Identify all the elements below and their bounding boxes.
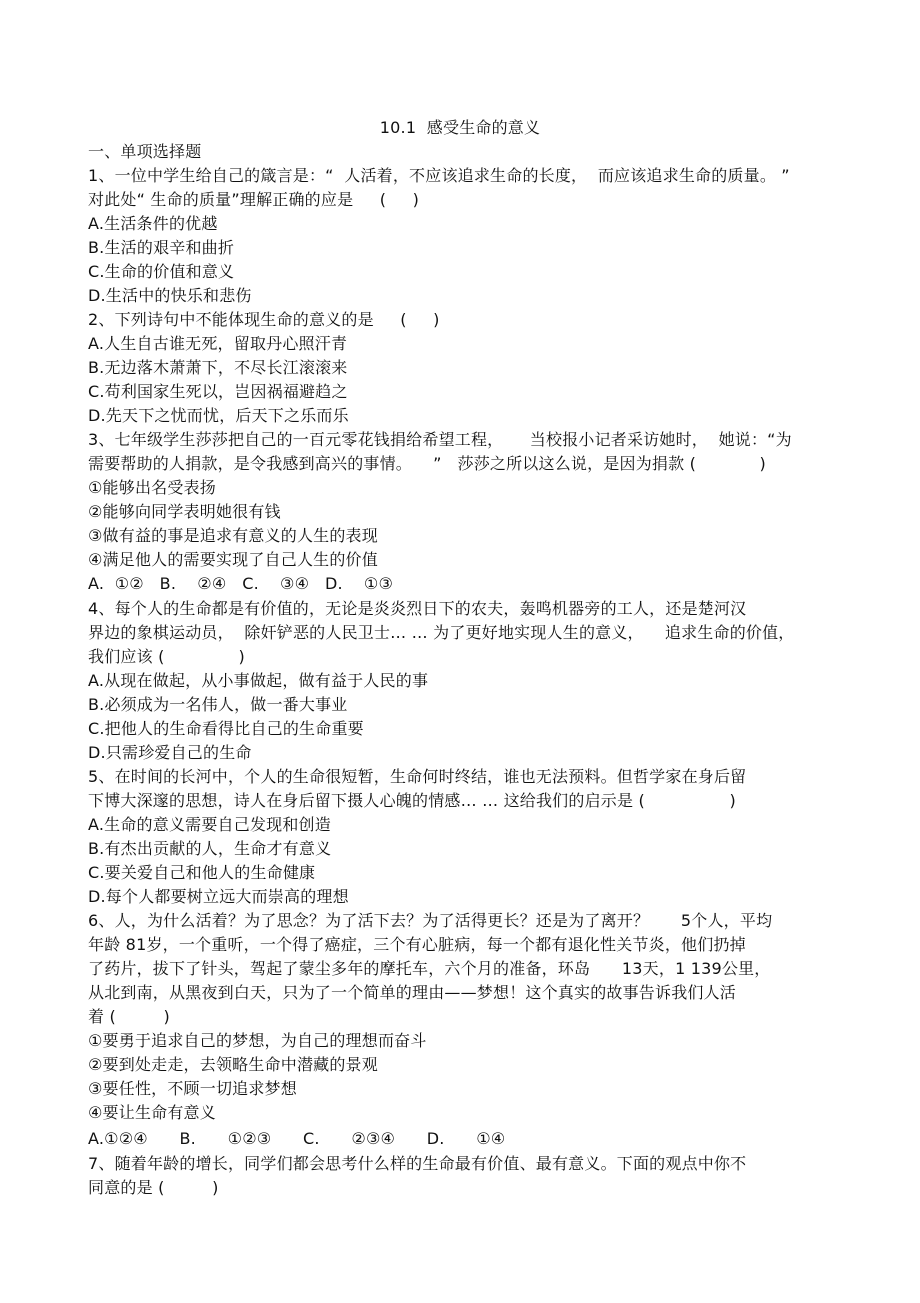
text-line: D.每个人都要树立远大而崇高的理想: [88, 887, 349, 906]
text-line: ①能够出名受表扬: [88, 478, 216, 497]
text-line: D.只需珍爱自己的生命: [88, 743, 252, 762]
text-line: ④满足他人的需要实现了自己人生的价值: [88, 550, 378, 569]
document-title: 10.1 感受生命的意义: [379, 118, 541, 137]
text-line: C.生命的价值和意义: [88, 262, 235, 281]
text-line: ①要勇于追求自己的梦想，为自己的理想而奋斗: [88, 1031, 427, 1050]
text-line: 1、一位中学生给自己的箴言是：“ 人活着，不应该追求生命的长度， 而应该追求生命的质量。 ”: [88, 166, 790, 185]
text-line: C.苟利国家生死以，岂因祸福避趋之: [88, 382, 348, 401]
text-line: A.生命的意义需要自己发现和创造: [88, 815, 331, 834]
text-line: B.无边落木萧萧下，不尽长江滚滚来: [88, 358, 348, 377]
text-line: D.生活中的快乐和悲伤: [88, 286, 252, 305]
text-line: ②要到处走走，去领略生命中潜藏的景观: [88, 1055, 378, 1074]
text-line: 4、每个人的生命都是有价值的，无论是炎炎烈日下的农夫，轰鸣机器旁的工人，还是楚河汉: [88, 599, 747, 618]
text-line: B.有杰出贡献的人，生命才有意义: [88, 839, 332, 858]
text-line: 需要帮助的人捐款，是令我感到高兴的事情。 ” 莎莎之所以这么说，是因为捐款 ( ): [88, 454, 766, 473]
text-line: 了药片，拔下了针头，驾起了蒙尘多年的摩托车，六个月的准备，环岛 13天，1 139公里，: [88, 959, 771, 978]
text-line: 2、下列诗句中不能体现生命的意义的是 ( ): [88, 310, 440, 329]
text-line: C.把他人的生命看得比自己的生命重要: [88, 719, 364, 738]
text-line: 6、人，为什么活着？为了思念？为了活下去？为了活得更长？还是为了离开？ 5个人，平均: [88, 911, 773, 930]
text-line: 3、七年级学生莎莎把自己的一百元零花钱捐给希望工程， 当校报小记者采访她时， 她说：“为: [88, 430, 792, 449]
text-line: 年龄 81岁，一个重听，一个得了癌症，三个有心脏病，每一个都有退化性关节炎，他们扔掉: [88, 935, 746, 954]
text-line: B.生活的艰辛和曲折: [88, 238, 235, 257]
text-line: ④要让生命有意义: [88, 1103, 216, 1122]
text-line: B.必须成为一名伟人，做一番大事业: [88, 695, 348, 714]
text-line: 对此处“ 生命的质量”理解正确的应是 ( ): [88, 190, 420, 209]
text-line: 7、随着年龄的增长，同学们都会思考什么样的生命最有价值、最有意义。下面的观点中你不: [88, 1154, 747, 1173]
text-line: ③要任性，不顾一切追求梦想: [88, 1079, 297, 1098]
text-line: 同意的是 ( ): [88, 1178, 219, 1197]
text-line: A.人生自古谁无死，留取丹心照汗青: [88, 334, 348, 353]
text-line: A. ①② B. ②④ C. ③④ D. ①③: [88, 574, 394, 593]
text-line: A.生活条件的优越: [88, 214, 218, 233]
text-line: 着 ( ): [88, 1007, 170, 1026]
text-line: 我们应该 ( ): [88, 647, 245, 666]
text-line: 下博大深邃的思想，诗人在身后留下摄人心魄的情感… … 这给我们的启示是 ( ): [88, 791, 736, 810]
text-line: 界边的象棋运动员， 除奸铲恶的人民卫士… … 为了更好地实现人生的意义， 追求生命的价值，: [88, 623, 795, 642]
text-line: ③做有益的事是追求有意义的人生的表现: [88, 526, 378, 545]
section-heading: 一、单项选择题: [88, 142, 202, 161]
text-line: A.从现在做起，从小事做起，做有益于人民的事: [88, 671, 429, 690]
text-line: D.先天下之忧而忧，后天下之乐而乐: [88, 406, 349, 425]
text-line: 从北到南，从黑夜到白天，只为了一个简单的理由——梦想！这个真实的故事告诉我们人活: [88, 983, 737, 1002]
text-line: A.①②④ B. ①②③ C. ②③④ D. ①④: [88, 1129, 506, 1148]
text-line: ②能够向同学表明她很有钱: [88, 502, 281, 521]
text-line: C.要关爱自己和他人的生命健康: [88, 863, 316, 882]
text-line: 5、在时间的长河中，个人的生命很短暂，生命何时终结，谁也无法预料。但哲学家在身后留: [88, 767, 747, 786]
